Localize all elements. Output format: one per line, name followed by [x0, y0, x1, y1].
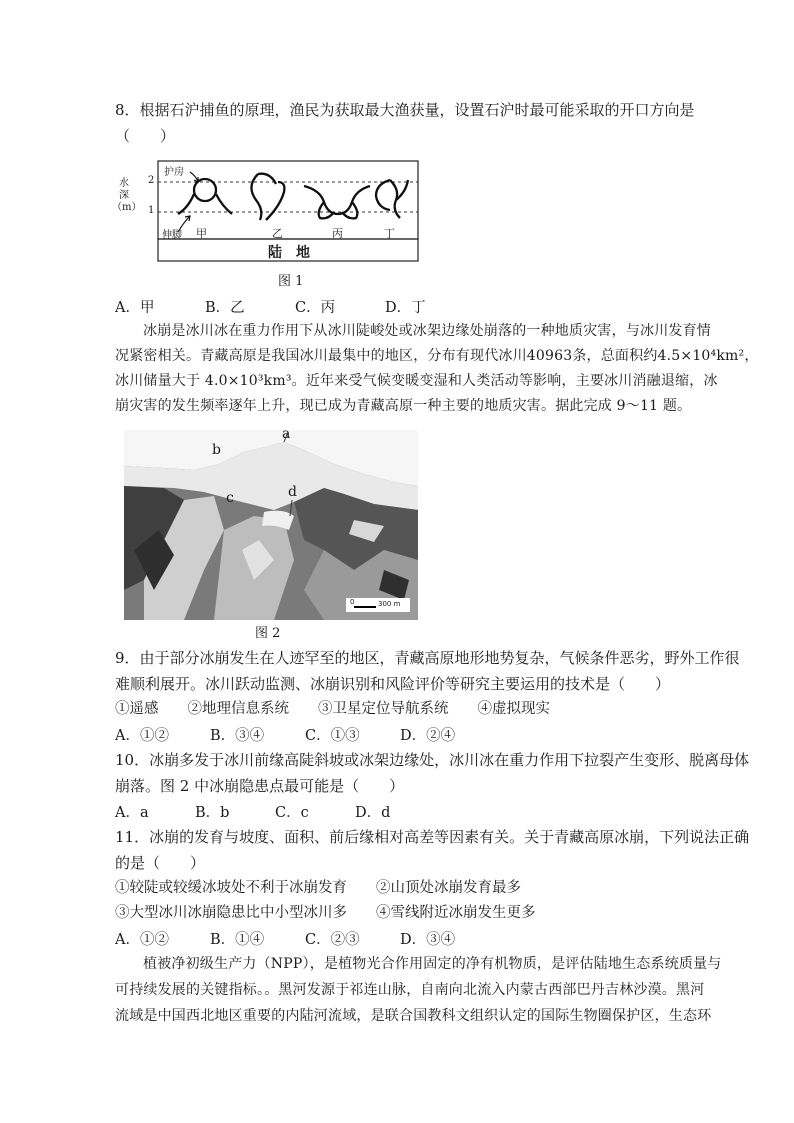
- passage2-line1: 植被净初级生产力（NPP），是植物光合作用固定的净有机物质，是评估陆地生态系统质量与: [143, 956, 722, 972]
- q10-options: [115, 801, 390, 822]
- q9-options: [115, 724, 455, 745]
- passage2-line3: 流域是中国西北地区重要的内陆河流域，是联合国教科文组织认定的国际生物圈保护区，生态环: [115, 1008, 712, 1024]
- ylabel-char-1: 水: [119, 178, 129, 189]
- stone-weir-bing: [304, 186, 370, 218]
- passage2-line2: 可持续发展的关键指标。。黑河发源于祁连山脉，自南向北流入内蒙古西部巴丹吉林沙漠。黑河: [115, 982, 705, 998]
- stone-weir-yi: [251, 174, 284, 220]
- q10-option-a[interactable]: A．a: [115, 805, 149, 821]
- fig2-label-b: b: [212, 442, 221, 458]
- shape-label-ding: 丁: [384, 227, 395, 240]
- figure-2-caption: 图 2: [255, 626, 281, 641]
- figure-1-ylabel: [112, 178, 142, 214]
- q11-stem-line1: 11．冰崩的发育与坡度、面积、前后缘相对高差等因素有关。关于青藏高原冰崩，下列说法正确: [115, 828, 750, 846]
- figure-1-caption: 图 1: [278, 274, 304, 289]
- q10-stem-line2: 崩落。图 2 中冰崩隐患点最可能是（ ）: [115, 777, 405, 795]
- q9-option-c[interactable]: C．①③: [305, 728, 360, 744]
- q10-option-c[interactable]: C．c: [275, 805, 309, 821]
- glacier-photo: [124, 430, 418, 620]
- scale-zero: 0: [350, 598, 355, 606]
- ylabel-char-2: 深: [119, 190, 129, 201]
- q9-items: ①遥感 ②地理信息系统 ③卫星定位导航系统 ④虚拟现实: [115, 701, 550, 717]
- fig2-label-a: a: [282, 426, 291, 442]
- q11-option-c[interactable]: C．②③: [305, 932, 360, 948]
- figure-1-diagram: [108, 156, 428, 290]
- q8-stem-line1: 8．根据石沪捕鱼的原理，渔民为获取最大渔获量，设置石沪时最可能采取的开口方向是: [115, 101, 695, 119]
- passage1-line2: 况紧密相关。青藏高原是我国冰川最集中的地区，分布有现代冰川40963条，总面积约4.5×10⁴km²，: [115, 348, 759, 364]
- q9-option-d[interactable]: D．②④: [400, 728, 456, 744]
- shape-label-jia: 甲: [196, 227, 207, 240]
- q8-option-a[interactable]: A．甲: [115, 300, 155, 316]
- q9-option-b[interactable]: B．③④: [210, 728, 265, 744]
- q10-option-d[interactable]: D．d: [355, 805, 391, 821]
- y-tick-2: 2: [148, 175, 155, 186]
- callout-arrows: [178, 172, 198, 232]
- q11-items-line1: ①较陡或较缓冰坡处不利于冰崩发育 ②山顶处冰崩发育最多: [115, 880, 521, 896]
- callout-hufang: 护房: [164, 167, 184, 178]
- q11-options: [115, 928, 455, 949]
- figure-1: [108, 156, 428, 290]
- q11-items-line2: ③大型冰川冰崩隐患比中小型冰川多 ④雪线附近冰崩发生更多: [115, 905, 536, 921]
- q11-option-b[interactable]: B．①④: [210, 932, 265, 948]
- q8-option-c[interactable]: C．丙: [295, 300, 336, 316]
- q10-stem-line1: 10．冰崩多发于冰川前缘高陡斜坡或冰架边缘处，冰川冰在重力作用下拉裂产生变形、脱离母体: [115, 751, 750, 769]
- passage1-line3: 冰川储量大于 4.0×10³km³。近年来受气候变暖变湿和人类活动等影响，主要冰川消融退缩，冰: [115, 373, 718, 389]
- q10-option-b[interactable]: B．b: [195, 805, 230, 821]
- callout-shenjiao: 伸脚: [162, 230, 182, 241]
- stone-weir-jia: [178, 179, 232, 214]
- shape-label-yi: 乙: [272, 227, 283, 240]
- fig2-label-c: c: [226, 490, 234, 506]
- ylabel-unit: （m）: [112, 202, 142, 213]
- q11-option-d[interactable]: D．③④: [400, 932, 456, 948]
- passage1-line1: 冰崩是冰川冰在重力作用下从冰川陡峻处或冰架边缘处崩落的一种地质灾害，与冰川发育情: [143, 323, 711, 339]
- passage1-line4: 崩灾害的发生频率逐年上升，现已成为青藏高原一种主要的地质灾害。据此完成 9～11 题。: [115, 398, 692, 414]
- q8-stem-line2: （ ）: [115, 127, 176, 145]
- q9-stem-line2: 难顺利展开。冰川跃动监测、冰崩识别和风险评价等研究主要运用的技术是（ ）: [115, 675, 671, 693]
- q11-stem-line2: 的是（ ）: [115, 854, 206, 872]
- land-label: 陆 地: [268, 245, 310, 261]
- q11-option-a[interactable]: A．①②: [115, 932, 169, 948]
- figure-2: [124, 426, 418, 620]
- fig2-label-d: d: [288, 484, 297, 500]
- q9-option-a[interactable]: A．①②: [115, 728, 169, 744]
- shape-label-bing: 丙: [332, 227, 343, 240]
- scale-text: 300 m: [378, 600, 401, 608]
- q8-options: [115, 296, 426, 317]
- q8-option-b[interactable]: B．乙: [205, 300, 245, 316]
- q8-option-d[interactable]: D．丁: [385, 300, 426, 316]
- y-tick-1: 1: [148, 205, 155, 216]
- q9-stem-line1: 9．由于部分冰崩发生在人迹罕至的地区，青藏高原地形地势复杂，气候条件恶劣，野外工作很: [115, 649, 740, 667]
